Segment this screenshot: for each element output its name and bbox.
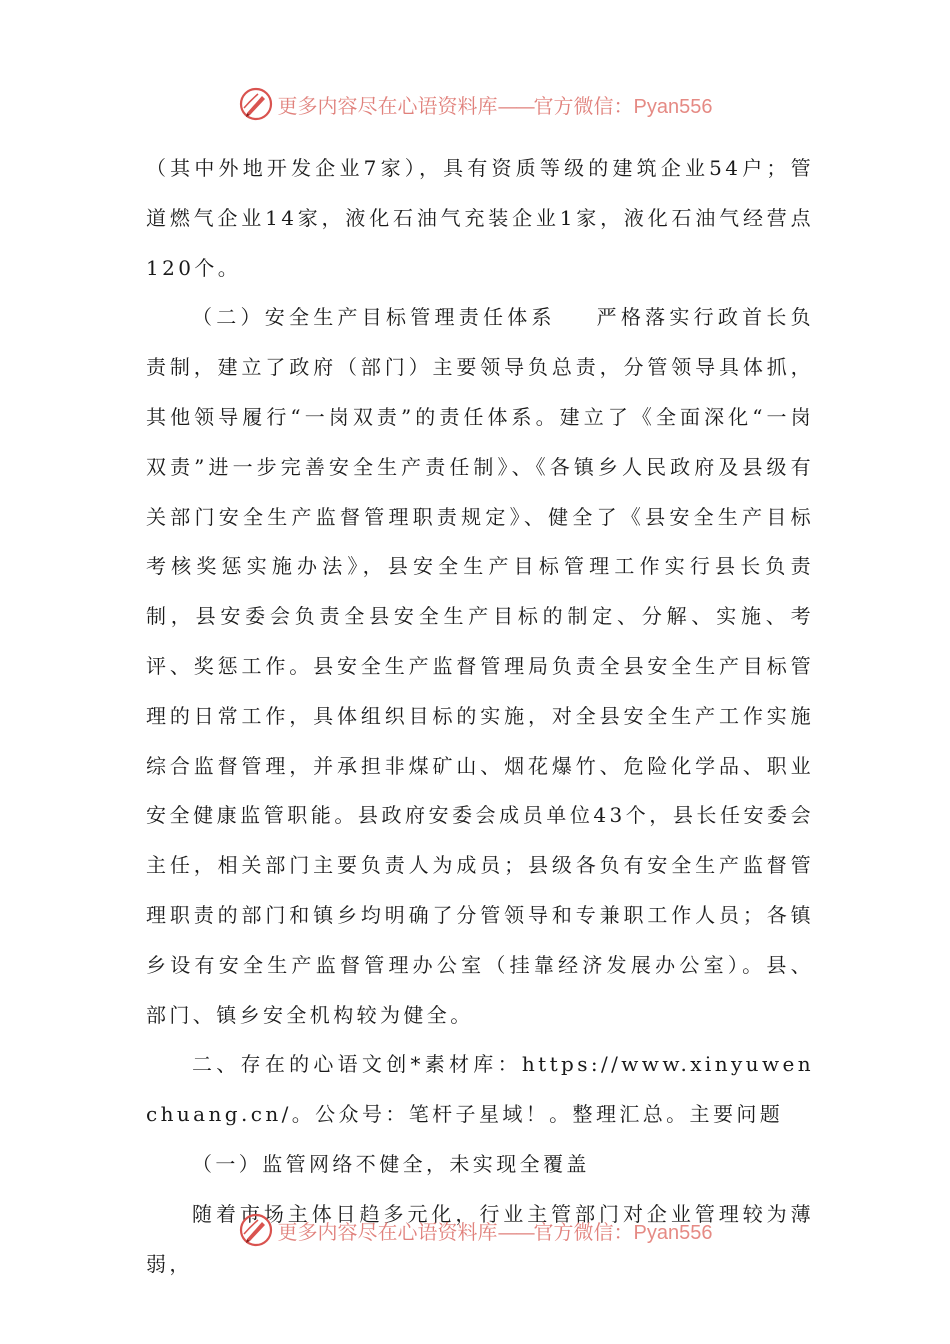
banner-text: 更多内容尽在心语资料库——官方微信：Pyan556 — [277, 93, 713, 118]
paragraph-1: （其中外地开发企业7家），具有资质等级的建筑企业54户；管道燃气企业14家，液化石油气充装企业1家，液化石油气经营点120个。 — [146, 156, 814, 280]
section-heading-1: （一）监管网络不健全，未实现全覆盖 — [192, 1151, 590, 1176]
header-banner — [0, 82, 950, 126]
pen-logo-icon — [238, 1212, 274, 1248]
paragraph-5: 随着市场主体日趋多元化，行业主管部门对企业管理较为薄弱， — [146, 1201, 814, 1276]
section-heading-2: （二）安全生产目标管理责任体系 — [192, 305, 556, 330]
footer-banner — [0, 1208, 950, 1252]
paragraph-3: 二、存在的心语文创*素材库：https://www.xinyuwenchuang.cn/。公众号：笔杆子星域！。整理汇总。主要问题 — [146, 1052, 814, 1127]
document-body — [146, 144, 814, 1289]
paragraph-2-body: 严格落实行政首长负责制，建立了政府（部门）主要领导负总责，分管领导具体抓，其他领导履行“一岗双责”的责任体系。建立了《全面深化“一岗双责”进一步完善安全生产责任制》、《各镇乡人民政府及县级有关部门安全生产监督管理职责规定》、健全了《县安全生产目标考核奖惩实施办法》，县安全生产目标管理工作实行县长负责制，县安委会负责全县安全生产目标的制定、分解、实施、考评、奖惩工作。县安全生产监督管理局负责全县安全生产目标管理的日常工作，具体组织目标的实施，对全县安全生产工作实施综合监督管理，并承担非煤矿山、烟花爆竹、危险化学品、职业安全健康监管职能。县政府安委会成员单位43个，县长任安委会主任，相关部门主要负责人为成员；县级各负有安全生产监督管理职责的部门和镇乡均明确了分管领导和专兼职工作人员；各镇乡设有安全生产监督管理办公室（挂靠经济发展办公室）。县、部门、镇乡安全机构较为健全。 — [146, 305, 814, 1027]
paragraph-2 — [146, 293, 814, 1040]
banner-text: 更多内容尽在心语资料库——官方微信：Pyan556 — [277, 1219, 713, 1244]
pen-logo-icon — [238, 86, 274, 122]
